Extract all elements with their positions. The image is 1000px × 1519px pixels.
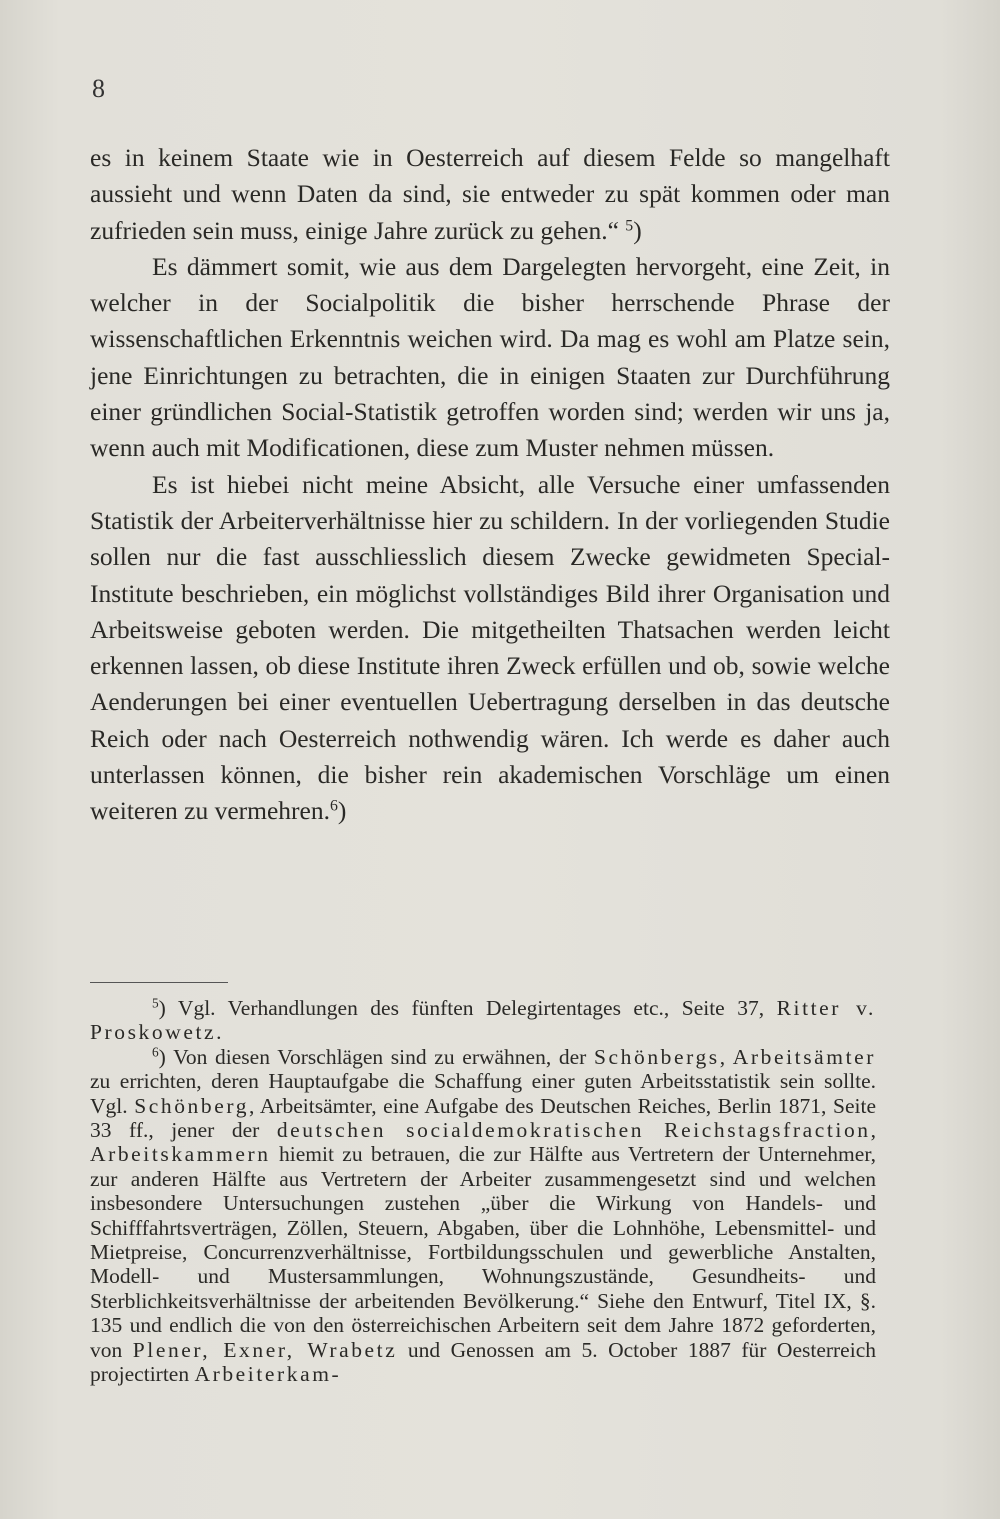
footnote-6-fraction: deutschen socialdemokratischen Reichstagsfraction	[276, 1118, 871, 1143]
footnote-6-text-a: ) Von diesen Vorschlägen sind zu erwähnen, der	[158, 1044, 595, 1069]
footnote-5-author: Ritter v. Proskowetz.	[90, 996, 876, 1045]
paragraph-3-text: Es ist hiebei nicht meine Absicht, alle Versuche einer umfassenden Statistik der Arbeiterverhältnisse hier zu schildern. In der vorliegenden Studie sollen nur die fast ausschliesslich diesem Zwecke gewidmeten Special-Institute beschrieben, ein möglichst vollständiges Bild ihrer Organisation und Arbeitsweise geboten werden. Die mitgetheilten Thatsachen werden leicht erkennen lassen, ob diese Institute ihren Zweck erfüllen und ob, sowie welche Aenderungen bei einer eventuellen Uebertragung derselben in das deutsche Reich oder nach Oesterreich nothwendig wären. Ich werde es daher auch unterlassen können, die bisher rein akademischen Vorschläge um einen weiteren zu vermehren.	[90, 469, 890, 826]
footnote-ref-6[interactable]: 6	[330, 797, 338, 815]
paragraph-2: Es dämmert somit, wie aus dem Dargelegten hervorgeht, eine Zeit, in welcher in der Socialpolitik die bisher herrschende Phrase der wissenschaftlichen Erkenntnis weichen wird. Da mag es wohl am Platze sein, jene Einrichtungen zu betrachten, die in einigen Staaten zur Durchführung einer gründlichen Social-Statistik getroffen worden sind; werden wir uns ja, wenn auch mit Modificationen, diese zum Muster nehmen müssen.	[90, 251, 890, 463]
paragraph-1-text: es in keinem Staate wie in Oesterreich auf diesem Felde so mangelhaft aussieht und wenn Daten da sind, sie entweder zu spät kommen oder man zufrieden sein muss, einige Jahre zurück zu gehen.“	[90, 143, 890, 245]
paragraph-1	[90, 140, 890, 249]
page-number: 8	[92, 74, 105, 103]
footnote-6-names: Plener, Exner, Wrabetz	[132, 1337, 398, 1362]
footnote-ref-paren: )	[337, 796, 347, 826]
main-text	[90, 140, 890, 830]
footnote-6-schoenbergs: Schönbergs	[594, 1044, 720, 1069]
footnote-6-schoenberg: Schönberg	[134, 1093, 250, 1118]
footnote-6-text-d: , Arbeitsämter, eine Aufgabe des Deutschen Reiches, Berlin 1871, Seite 33 ff., jener der	[90, 1093, 876, 1143]
footnote-mark-6: 6	[152, 1044, 159, 1060]
footnote-5	[90, 996, 876, 1045]
footnote-6-text-c: zu errichten, deren Hauptaufgabe die Schaffung einer guten Arbeitsstatistik sein sollte. Vgl.	[90, 1069, 876, 1118]
footnote-ref-paren: )	[633, 215, 642, 245]
footnote-6-text-g: und Genossen am 5. October 1887 für Oesterreich projectirten	[90, 1337, 876, 1387]
footnote-divider	[90, 982, 228, 983]
footnote-6-text-e: ,	[870, 1118, 876, 1143]
footnote-6-text-f: hiemit zu betrauen, die zur Hälfte aus Vertretern der Unternehmer, zur anderen Hälfte aus Vertretern der Arbeiter zusammengesetzt sind und welchen insbesondere Untersuchungen zustehen „über die Wirkung von Handels- und Schifffahrtsverträgen, Zöllen, Steuern, Abgaben, über die Lohnhöhe, Lebensmittel- und Mietpreise, Concurrenzverhältnisse, Fortbildungsschulen und gewerbliche Anstalten, Modell- und Mustersammlungen, Wohnungszustände, Gesundheits- und Sterblichkeitsverhältnisse der arbeitenden Bevölkerung.“ Siehe den Entwurf, Titel IX, §. 135 und endlich die von den österreichischen Arbeitern seit dem Jahre 1872 geforderten, von	[90, 1142, 876, 1362]
footnote-ref-5[interactable]: 5	[625, 216, 634, 234]
footnotes	[90, 996, 876, 1387]
footnote-5-text: ) Vgl. Verhandlungen des fünften Delegirtentages etc., Seite 37,	[158, 996, 777, 1020]
footnote-6	[90, 1045, 876, 1387]
footnote-6-text-b: ,	[719, 1044, 733, 1069]
footnote-6-end: Arbeiterkam-	[194, 1362, 342, 1387]
footnote-mark-5: 5	[152, 995, 159, 1011]
paragraph-3	[90, 467, 890, 830]
footnote-6-arbeitsaemter: Arbeitsämter	[732, 1044, 876, 1069]
footnote-6-kammern: Arbeitskammern	[90, 1142, 271, 1167]
